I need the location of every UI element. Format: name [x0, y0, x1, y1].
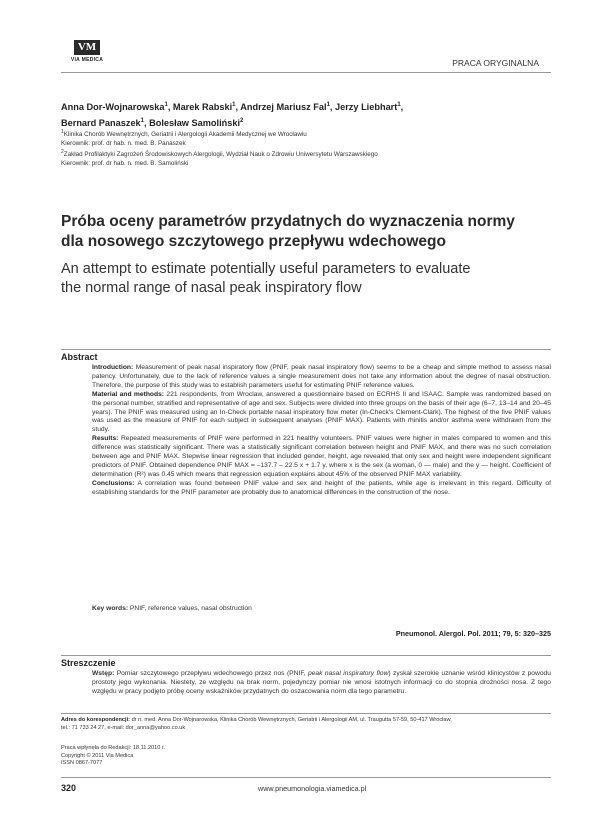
abstract-methods: Material and methods: 221 respondents, from Wroclaw, answered a questionnaire based on ECRHS II and ISAAC. Sample was randomized based on the personal number, stratified and representative of age and sex. Subjects were divided into three groups on the basis of their age (6–7, 13–14 and 20–45 years). The PNIF was measured using an In-Check portable nasal inspiratory flow meter (In-Check's Clement-Clark). The highest of the five PNIF values was used as the measure of PNIF for each subject in subsequent analyses (PNIF MAX). Patients with rhinitis and/or asthma were withdrawn from the study. [92, 390, 552, 434]
publisher-name: VIA MEDICA [70, 57, 104, 63]
streszczenie-heading: Streszczenie [61, 658, 116, 668]
author: Anna Dor-Wojnarowska$^1$ [61, 102, 168, 113]
abstract-body [92, 364, 551, 498]
keywords: Key words: PNIF, reference values, nasal obstruction [92, 605, 252, 612]
affiliation-line: $^2$Zakład Profilaktyki Zagrożeń Środowiskowych Alergologii, Wydział Nauk o Zdrowiu Uniwersytetu Warszawskiego [61, 149, 378, 159]
streszczenie-divider [61, 655, 551, 656]
author: Andrzej Mariusz Fal$^1$ [240, 102, 330, 113]
affiliation-line: $^1$Klinika Chorób Wewnętrznych, Geriatrii i Alergologii Akademii Medycznej we Wrocławiu [61, 129, 307, 139]
citation: Pneumonol. Alergol. Pol. 2011; 79, 5: 320–325 [395, 629, 551, 638]
title-polish: Próba oceny parametrów przydatnych do wyznaczenia normy dla nosowego szczytowego przepływu wdechowego [61, 213, 515, 250]
publication-info: Praca wpłynęła do Redakcji: 18.11.2010 r. Copyright © 2011 Via Medica ISSN 0867-7077 [61, 745, 166, 766]
affiliations [61, 128, 551, 168]
footer-divider [61, 713, 551, 714]
title-english: An attempt to estimate potentially useful parameters to evaluate the normal range of nasal peak inspiratory flow [61, 261, 471, 296]
author: Bolesław Samoliński$^2$ [149, 118, 244, 129]
author: Bernard Panaszek$^1$ [61, 118, 145, 129]
journal-website[interactable]: www.pneumonologia.viamedica.pl [258, 784, 367, 793]
author-line-1: Anna Dor-Wojnarowska$^1$, Marek Rabski$^1$, Andrzej Mariusz Fal$^1$, Jerzy Liebhart$^1$, [61, 102, 404, 113]
author-list [61, 98, 551, 130]
abstract-divider [61, 349, 551, 350]
abstract-results: Results: Repeated measurements of PNIF were performed in 221 healthy volunteers. PNIF values were higher in males compared to women and this difference was statistically significant. There was a statistically significant correlation between height and PNIF MAX, and there was no such correlation between age and PNIF MAX. Stepwise linear regression that included gender, height, age revealed that only sex and height were independent significant predictors of PNIF. Obtained dependence PNIF MAX = –137.7 – 22.5 x + 1.7 y, where x is the sex (a woman, 0 — male) and the y — height. Coefficient of determination (R²) was 0.45 which means that regression equation explains about 45% of the observed PNIF MAX variability. [92, 435, 552, 478]
author: Marek Rabski$^1$ [172, 102, 236, 113]
affiliation-line: Kierownik: prof. dr hab. n. med. B. Samoliński [61, 160, 189, 168]
header-divider [61, 72, 551, 73]
correspondence-address: Adres do korespondencji: dr n. med. Anna Dor-Wojnarowska, Klinika Chorób Wewnętrznych, Geriatrii i Alergologii AM, ul. Traugutta 57-59, 50-417 Wrocław, tel.: 71 733 24 27, e-mail: dor_anna@yahoo.co.uk [61, 717, 452, 731]
abstract-introduction: Introduction: Measurement of peak nasal inspiratory flow (PNIF, peak nasal inspiratory flow) seems to be a cheap and simple method to assess nasal patency. Unfortunately, due to the lack of reference values a single measurement does not take any information about the degree of nasal obstruction. Therefore, the purpose of this study was to establish parameters useful for estimating PNIF reference values. [92, 364, 552, 389]
publisher-logo: VM [74, 40, 100, 55]
abstract-heading: Abstract [61, 352, 98, 362]
abstract-conclusions: Conclusions: A correlation was found between PNIF value and sex and height of the patients, while age is irrelevant in this regard. Difficulty of establishing standards for the PNIF parameter are probably due to anatomical differences in the construction of the nose. [92, 479, 551, 496]
affiliation-line: Kierownik: prof. dr hab. n. med. B. Panaszek [61, 140, 186, 148]
streszczenie-body: Wstęp: Pomiar szczytowego przepływu wdechowego przez nos (PNIF, peak nasal inspiratory flow) zyskał szerokie uznanie wśród klinicystów z powodu prostoty jego wykonania. Niestety, ze względu na brak norm, pojedynczy pomiar nie wnosi istotnych informacji co do stopnia drożności nosa. Z tego względu w pracy podjęto próbę oceny wskaźników przydatnych do oszacowania norm dla tego parametru. [92, 670, 551, 695]
page-footer-divider [61, 777, 551, 778]
page-number: 320 [61, 783, 77, 793]
section-label: PRACA ORYGINALNA [452, 58, 539, 68]
author-line-2: Bernard Panaszek$^1$, Bolesław Samoliński$^2$ [61, 118, 244, 129]
author: Jerzy Liebhart$^1$ [335, 102, 401, 113]
